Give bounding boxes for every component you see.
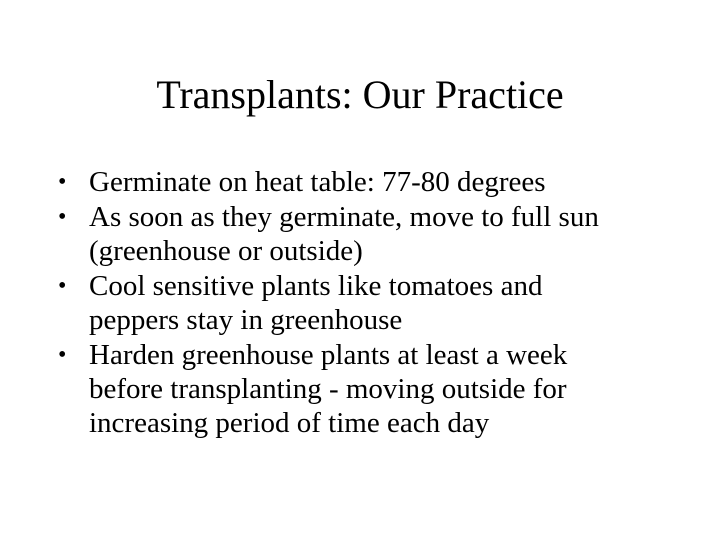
slide-title: Transplants: Our Practice [156,72,564,117]
bullet-text-line: Cool sensitive plants like tomatoes and [89,270,543,302]
bullet-icon: • [58,342,67,368]
bullet-text-line: (greenhouse or outside) [89,235,363,267]
bullet-text-line: before transplanting - moving outside for [89,373,567,405]
bullet-item [58,338,678,440]
bullet-text-line: increasing period of time each day [89,407,490,439]
bullet-text-line: Harden greenhouse plants at least a week [89,339,568,371]
bullet-icon: • [58,273,67,299]
bullet-icon: • [58,204,67,230]
bullet-text-line: Germinate on heat table: 77-80 degrees [89,166,546,198]
bullet-item [58,165,678,199]
bullet-item [58,269,678,337]
bullet-item [58,200,678,268]
bullet-text-line: As soon as they germinate, move to full sun [89,201,599,233]
bullet-icon: • [58,169,67,195]
bullet-list [58,165,678,441]
bullet-text-line: peppers stay in greenhouse [89,304,403,336]
